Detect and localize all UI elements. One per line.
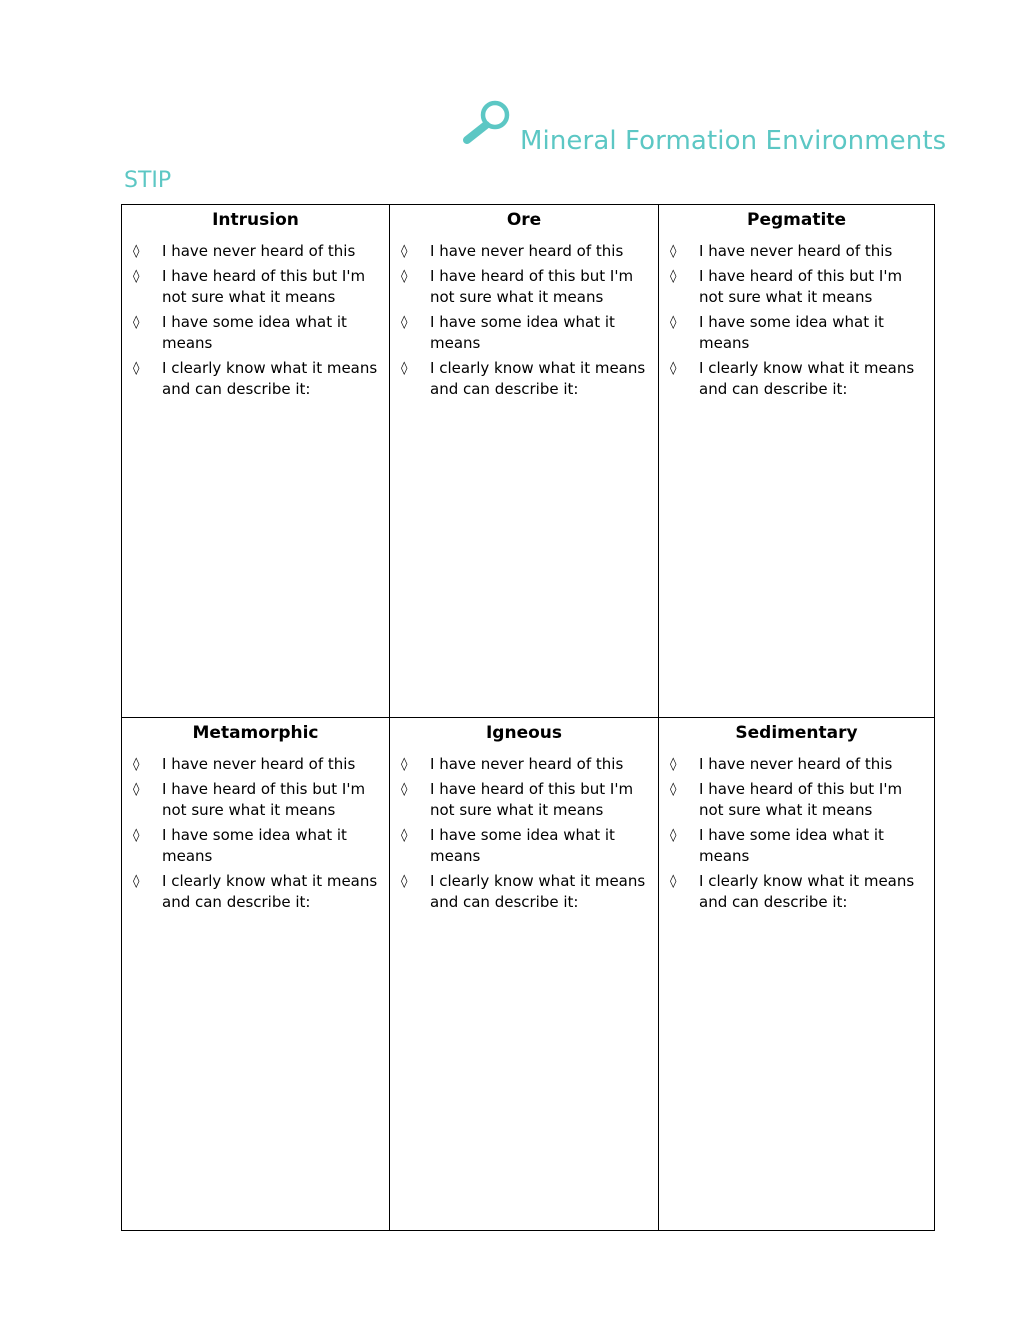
magnifier-icon [460,98,514,150]
option-label: I have heard of this but I'm not sure what it means [699,780,903,819]
diamond-checkbox-icon[interactable]: ◊ [133,269,140,284]
option-item[interactable] [130,754,381,775]
page-subtitle: STIP [124,168,172,193]
diamond-checkbox-icon[interactable]: ◊ [670,244,677,259]
option-label: I have heard of this but I'm not sure what it means [430,780,634,819]
diamond-checkbox-icon[interactable]: ◊ [670,361,677,376]
option-item[interactable] [130,241,381,262]
diamond-checkbox-icon[interactable]: ◊ [133,244,140,259]
option-label: I have heard of this but I'm not sure what it means [162,267,366,306]
option-item[interactable] [398,754,650,775]
term-title: Igneous [485,723,563,743]
option-label: I have never heard of this [162,242,356,260]
option-list [130,241,381,400]
option-label: I have some idea what it means [162,313,347,352]
term-title: Sedimentary [735,723,858,743]
diamond-checkbox-icon[interactable]: ◊ [670,874,677,889]
page-header [460,98,947,160]
option-label: I have heard of this but I'm not sure what it means [162,780,366,819]
option-item[interactable] [130,825,381,867]
diamond-checkbox-icon[interactable]: ◊ [670,757,677,772]
option-item[interactable] [667,312,926,354]
diamond-checkbox-icon[interactable]: ◊ [670,828,677,843]
diamond-checkbox-icon[interactable]: ◊ [133,757,140,772]
option-list [398,241,650,400]
option-list [667,241,926,400]
term-title: Ore [506,210,542,230]
option-label: I clearly know what it means and can describe it: [162,359,378,398]
option-item[interactable] [667,358,926,400]
term-grid [121,204,935,1231]
option-item[interactable] [398,312,650,354]
option-item[interactable] [398,779,650,821]
option-label: I have some idea what it means [430,313,615,352]
diamond-checkbox-icon[interactable]: ◊ [401,361,408,376]
option-label: I have some idea what it means [699,313,884,352]
option-label: I have heard of this but I'm not sure what it means [699,267,903,306]
diamond-checkbox-icon[interactable]: ◊ [401,244,408,259]
diamond-checkbox-icon[interactable]: ◊ [401,315,408,330]
option-label: I have heard of this but I'm not sure what it means [430,267,634,306]
option-list [398,754,650,913]
grid-row [122,718,935,1231]
option-item[interactable] [667,241,926,262]
option-label: I have never heard of this [162,755,356,773]
option-label: I clearly know what it means and can describe it: [699,359,915,398]
option-item[interactable] [398,266,650,308]
option-label: I clearly know what it means and can describe it: [162,872,378,911]
diamond-checkbox-icon[interactable]: ◊ [133,361,140,376]
grid-row [122,205,935,718]
diamond-checkbox-icon[interactable]: ◊ [670,269,677,284]
option-label: I have some idea what it means [699,826,884,865]
option-item[interactable] [130,779,381,821]
option-label: I have never heard of this [430,242,624,260]
term-cell [659,205,935,718]
option-label: I have never heard of this [699,242,893,260]
diamond-checkbox-icon[interactable]: ◊ [401,782,408,797]
diamond-checkbox-icon[interactable]: ◊ [670,315,677,330]
option-item[interactable] [130,358,381,400]
option-label: I have never heard of this [699,755,893,773]
option-item[interactable] [667,779,926,821]
term-title: Metamorphic [192,723,319,743]
diamond-checkbox-icon[interactable]: ◊ [401,757,408,772]
option-label: I have some idea what it means [430,826,615,865]
option-item[interactable] [130,266,381,308]
option-label: I clearly know what it means and can describe it: [699,872,915,911]
option-item[interactable] [667,754,926,775]
page-title: Mineral Formation Environments [520,126,947,156]
diamond-checkbox-icon[interactable]: ◊ [401,874,408,889]
option-item[interactable] [398,871,650,913]
option-item[interactable] [398,825,650,867]
option-label: I clearly know what it means and can describe it: [430,359,646,398]
term-title: Intrusion [212,210,299,230]
diamond-checkbox-icon[interactable]: ◊ [133,782,140,797]
diamond-checkbox-icon[interactable]: ◊ [133,874,140,889]
option-list [667,754,926,913]
option-item[interactable] [667,266,926,308]
diamond-checkbox-icon[interactable]: ◊ [133,828,140,843]
option-label: I have never heard of this [430,755,624,773]
term-cell [122,718,390,1231]
option-item[interactable] [398,241,650,262]
option-item[interactable] [667,871,926,913]
term-cell [122,205,390,718]
option-item[interactable] [398,358,650,400]
term-title: Pegmatite [747,210,846,230]
diamond-checkbox-icon[interactable]: ◊ [401,828,408,843]
option-list [130,754,381,913]
option-label: I have some idea what it means [162,826,347,865]
option-item[interactable] [130,312,381,354]
diamond-checkbox-icon[interactable]: ◊ [670,782,677,797]
diamond-checkbox-icon[interactable]: ◊ [401,269,408,284]
option-item[interactable] [667,825,926,867]
term-cell [390,718,659,1231]
diamond-checkbox-icon[interactable]: ◊ [133,315,140,330]
option-label: I clearly know what it means and can describe it: [430,872,646,911]
term-cell [659,718,935,1231]
term-cell [390,205,659,718]
option-item[interactable] [130,871,381,913]
